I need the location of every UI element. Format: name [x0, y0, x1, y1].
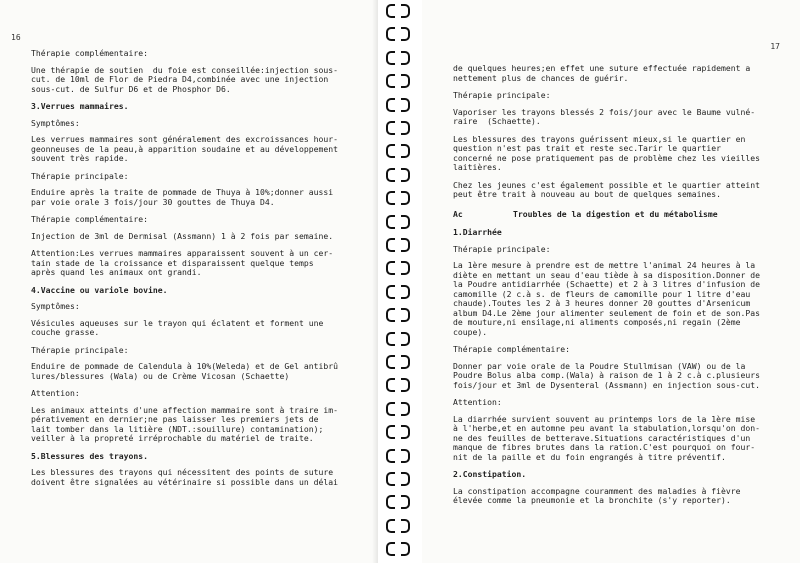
page-content — [453, 64, 775, 514]
subheading: Symptômes: — [31, 117, 80, 128]
spiral-binding — [378, 0, 422, 563]
binding-ring — [384, 425, 414, 440]
page-content — [31, 49, 349, 495]
paragraph: Donner par voie orale de la Poudre Stullmisan (VAW) ou de la Poudre Bolus alba comp.(Wala) à raison de 1 à 2 c.à c.plusieurs fois/jour et 3ml de Dysenteral (Assmann) en injection sous-cut. — [453, 360, 760, 390]
paragraph: La diarrhée survient souvent au printemps lors de la 1ère mise à l'herbe,et en automne peu avant la stabulation,lorsqu'on don- ne des feuilles de betterave.Situations caractéristiques d'un manque de fibres brutes dans la ration.C'est pourquoi on four- nit de la paille et du foin engrangés à titre préventif. — [453, 413, 760, 462]
binding-ring — [384, 74, 414, 89]
binding-ring — [384, 27, 414, 42]
binding-ring — [384, 449, 414, 464]
section-title: 4.Vaccine ou variole bovine. — [31, 284, 168, 295]
binding-ring — [384, 261, 414, 276]
page-number: 16 — [11, 33, 21, 42]
subheading: Symptômes: — [31, 301, 80, 311]
paragraph: Les animaux atteints d'une affection mammaire sont à traire im- pérativement en dernier;ne pas laisser les premiers jets de lait tomber dans la litière (NDT.:souillure) contamination); veiller à la propreté irréprochable du matériel de traite. — [31, 404, 338, 443]
binding-ring — [384, 472, 414, 487]
binding-ring — [384, 308, 414, 323]
paragraph: Chez les jeunes c'est également possible et le quartier atteint peut être trait à nouveau au bout de quelques semaines. — [453, 179, 760, 199]
subheading: Thérapie principale: — [31, 170, 129, 181]
left-page — [0, 0, 378, 563]
binding-ring — [384, 332, 414, 347]
binding-ring — [384, 51, 414, 66]
binding-ring — [384, 215, 414, 230]
subheading: Attention: — [31, 388, 80, 398]
binding-ring — [384, 121, 414, 136]
paragraph: Les verrues mammaires sont généralement des excroissances hour- geonneuses de la peau,à apparition soudaine et au développement souvent très rapide. — [31, 134, 338, 163]
chapter-title: Troubles de la digestion et du métabolisme — [513, 208, 718, 219]
binding-ring — [384, 495, 414, 510]
paragraph: Enduire de pommade de Calendula à 10%(Weleda) et de Gel antibrû lures/blessures (Wala) ou de Crème Vicosan (Schaette) — [31, 361, 338, 381]
subheading: Thérapie complémentaire: — [31, 214, 148, 224]
binding-ring — [384, 519, 414, 534]
binding-ring — [384, 168, 414, 183]
right-page — [422, 0, 800, 563]
paragraph: Les blessures des trayons qui nécessitent des points de suture doivent être signalées au vétérinaire si possible dans un délai — [31, 467, 338, 487]
binding-ring — [384, 144, 414, 159]
subheading: Thérapie complémentaire: — [453, 344, 570, 354]
section-title: 3.Verrues mammaires. — [31, 101, 129, 111]
binding-ring — [384, 191, 414, 206]
subheading: Thérapie principale: — [31, 344, 129, 355]
binding-ring — [384, 402, 414, 417]
paragraph: Vésicules aqueuses sur le trayon qui éclatent et forment une couche grasse. — [31, 317, 324, 337]
binding-ring — [384, 98, 414, 113]
section-title: 2.Constipation. — [453, 469, 527, 479]
binding-ring — [384, 4, 414, 19]
paragraph: Injection de 3ml de Dermisal (Assmann) 1 à 2 fois par semaine. — [31, 230, 334, 241]
subheading: Attention: — [453, 397, 502, 407]
binding-ring — [384, 542, 414, 557]
paragraph: Les blessures des trayons guérissent mieux,si le quartier en question n'est pas trait et reste sec.Tarir le quartier concerné ne pose pratiquement pas de problème chez les vieilles laitières. — [453, 133, 760, 172]
chapter-code: Ac — [453, 208, 463, 219]
binding-ring — [384, 355, 414, 370]
page-number: 17 — [770, 42, 780, 51]
binding-ring — [384, 378, 414, 393]
binding-ring — [384, 285, 414, 300]
paragraph: Une thérapie de soutien du foie est conseillée:injection sous- cut. de 10ml de Flor de Piedra D4,combinée avec une injection sous-cut. de Sulfur D6 et de Phosphor D6. — [31, 64, 338, 94]
paragraph: de quelques heures;en effet une suture effectuée rapidement a nettement plus de chances de guérir. — [453, 63, 751, 83]
page-fold-shadow — [372, 0, 378, 563]
paragraph: Attention:Les verrues mammaires apparaissent souvent à un cer- tain stade de la croissance et disparaissent quelque temps après quand les animaux ont grandi. — [31, 248, 334, 277]
paragraph: Enduire après la traite de pommade de Thuya à 10%;donner aussi par voie orale 3 fois/jour 30 gouttes de Thuya D4. — [31, 187, 334, 207]
subheading: Thérapie principale: — [453, 90, 551, 100]
paragraph: La 1ère mesure à prendre est de mettre l'animal 24 heures à la diète en mettant un seau d'eau tiède à sa disposition.Donner de la Poudre antidiarrhée (Schaette) et 2 à 3 litres d'infusion de camomille (2 c.à s. de fleurs de camomille pour 1 litre d'eau chaude).Toutes les 2 à 3 heures donner 20 gouttes d'Arsenicum album D4.Le 2ème jour alimenter seulement de foin et de son.Pas de mouture,ni ensilage,ni aliments composés,ni regain (2ème coupe). — [453, 260, 760, 337]
subheading: Thérapie complémentaire: — [31, 48, 148, 58]
section-title: 5.Blessures des trayons. — [31, 450, 148, 461]
chapter-heading — [453, 210, 775, 220]
paragraph: Vaporiser les trayons blessés 2 fois/jour avec le Baume vulné- raire (Schaette). — [453, 106, 756, 126]
section-title: 1.Diarrhée — [453, 227, 502, 237]
binding-ring — [384, 238, 414, 253]
subheading: Thérapie principale: — [453, 243, 551, 254]
paragraph: La constipation accompagne couramment des maladies à fièvre élevée comme la pneumonie et la bronchite (s'y reporter). — [453, 485, 741, 505]
